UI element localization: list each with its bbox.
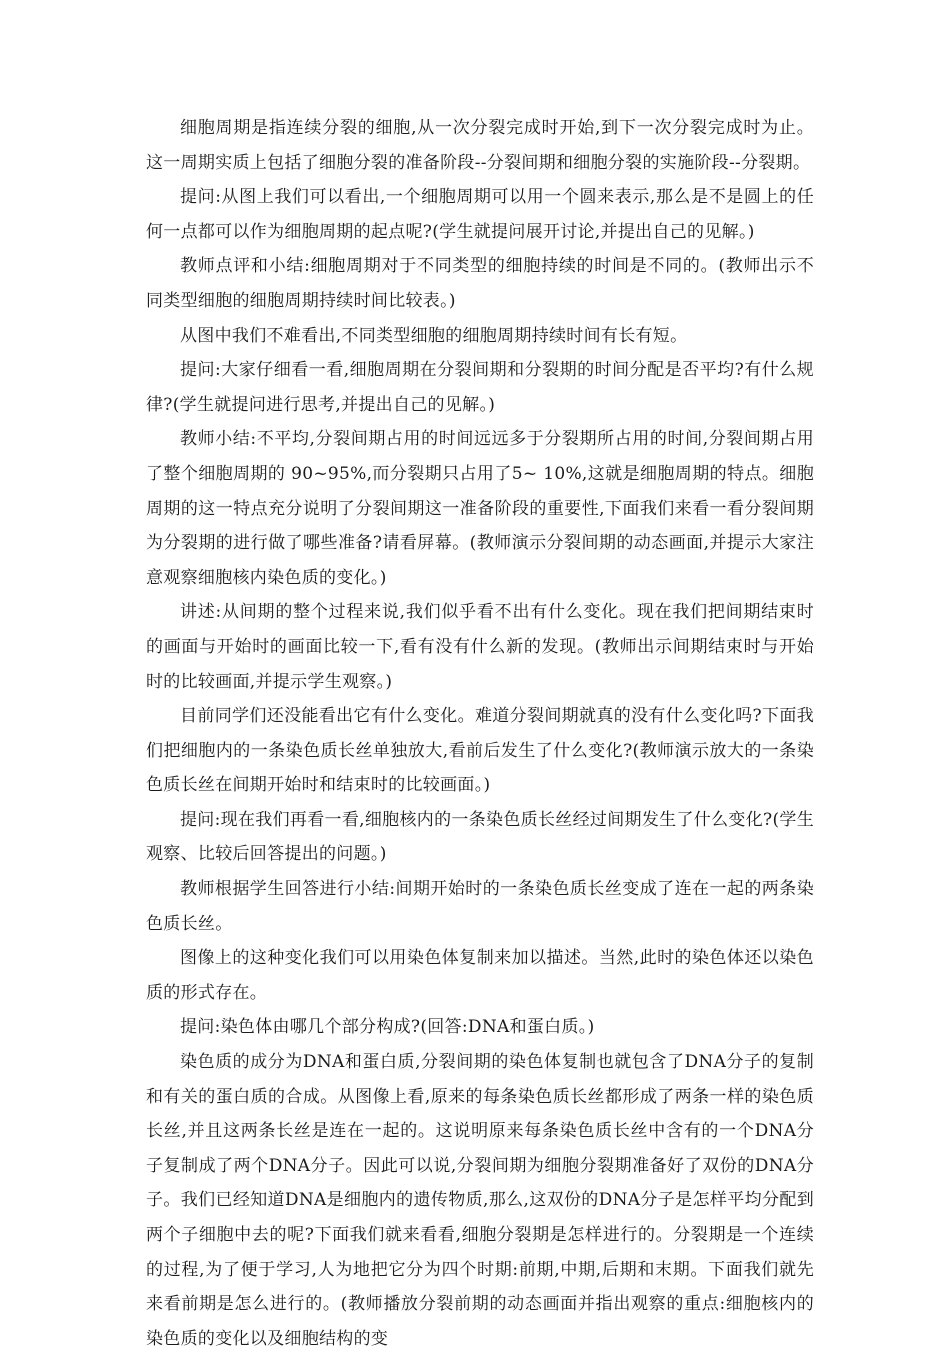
paragraph-summary-two-strands: 教师根据学生回答进行小结:间期开始时的一条染色质长丝变成了连在一起的两条染色质长丝。 (146, 879, 814, 934)
paragraph-lecture-interphase: 讲述:从间期的整个过程来说,我们似乎看不出有什么变化。现在我们把间期结束时的画面与开始时的画面比较一下,看有没有什么新的发现。(教师出示间期结束时与开始时的比较画面,并提示学生观察。) (146, 602, 814, 692)
paragraph-question-starting-point: 提问:从图上我们可以看出,一个细胞周期可以用一个圆来表示,那么是不是圆上的任何一点都可以作为细胞周期的起点呢?(学生就提问展开讨论,并提出自己的见解。) (146, 187, 814, 242)
paragraph-question-time-distribution: 提问:大家仔细看一看,细胞周期在分裂间期和分裂期的时间分配是否平均?有什么规律?(学生就提问进行思考,并提出自己的见解。) (146, 360, 814, 415)
paragraph-magnified-chromatin: 目前同学们还没能看出它有什么变化。难道分裂间期就真的没有什么变化吗?下面我们把细胞内的一条染色质长丝单独放大,看前后发生了什么变化?(教师演示放大的一条染色质长丝在间期开始时和结束时的比较画面。) (146, 706, 814, 796)
paragraph-duration-observation: 从图中我们不难看出,不同类型细胞的细胞周期持续时间有长有短。 (180, 325, 688, 346)
paragraph-teacher-summary: 教师小结:不平均,分裂间期占用的时间远远多于分裂期所占用的时间,分裂间期占用了整个细胞周期的 90~95%,而分裂期只占用了5~ 10%,这就是细胞周期的特点。细胞周期的这一特点充分说明了分裂间期这一准备阶段的重要性,下面我们来看一看分裂间期为分裂期的进行做了哪些准备?请看屏幕。(教师演示分裂间期的动态画面,并提示大家注意观察细胞核内染色质的变化。) (146, 429, 814, 588)
paragraph-cell-cycle-definition: 细胞周期是指连续分裂的细胞,从一次分裂完成时开始,到下一次分裂完成时为止。这一周期实质上包括了细胞分裂的准备阶段--分裂间期和细胞分裂的实施阶段--分裂期。 (146, 118, 814, 173)
document-body (146, 111, 814, 1356)
paragraph-dna-replication: 染色质的成分为DNA和蛋白质,分裂间期的染色体复制也就包含了DNA分子的复制和有关的蛋白质的合成。从图像上看,原来的每条染色质长丝都形成了两条一样的染色质长丝,并且这两条长丝是连在一起的。这说明原来每条染色质长丝中含有的一个DNA分子复制成了两个DNA分子。因此可以说,分裂间期为细胞分裂期准备好了双份的DNA分子。我们已经知道DNA是细胞内的遗传物质,那么,这双份的DNA分子是怎样平均分配到两个子细胞中去的呢?下面我们就来看看,细胞分裂期是怎样进行的。分裂期是一个连续的过程,为了便于学习,人为地把它分为四个时期:前期,中期,后期和末期。下面我们就先来看前期是怎么进行的。(教师播放分裂前期的动态画面并指出观察的重点:细胞核内的染色质的变化以及细胞结构的变 (146, 1052, 814, 1349)
paragraph-question-composition: 提问:染色体由哪几个部分构成?(回答:DNA和蛋白质。) (180, 1017, 595, 1038)
paragraph-teacher-comment: 教师点评和小结:细胞周期对于不同类型的细胞持续的时间是不同的。(教师出示不同类型细胞的细胞周期持续时间比较表。) (146, 256, 814, 311)
paragraph-chromosome-replication: 图像上的这种变化我们可以用染色体复制来加以描述。当然,此时的染色体还以染色质的形式存在。 (146, 948, 814, 1003)
paragraph-question-chromatin-change: 提问:现在我们再看一看,细胞核内的一条染色质长丝经过间期发生了什么变化?(学生观察、比较后回答提出的问题。) (146, 809, 814, 865)
